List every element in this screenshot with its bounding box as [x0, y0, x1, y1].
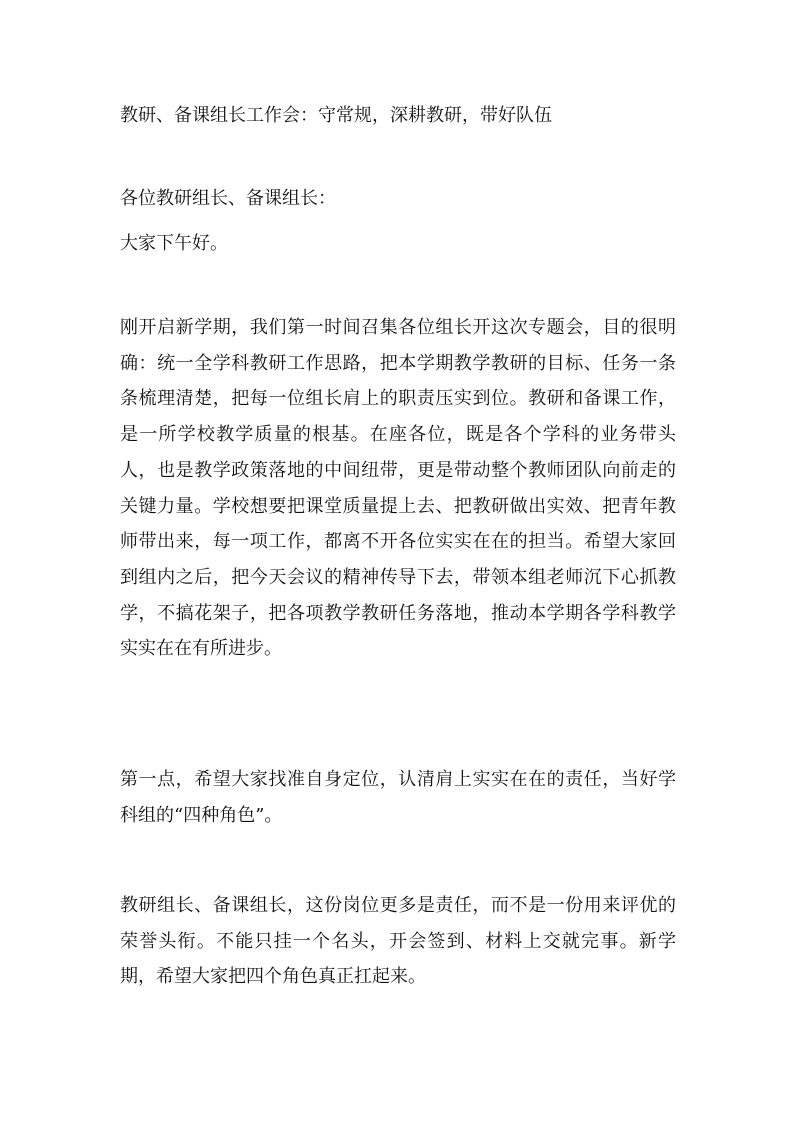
document-title: 教研、备课组长工作会：守常规，深耕教研，带好队伍 — [120, 105, 552, 126]
salutation: 各位教研组长、备课组长： — [120, 188, 336, 209]
paragraph-point-one: 第一点，希望大家找准自身定位，认清肩上实实在在的责任，当好学科组的“四种角色”。 — [120, 769, 676, 826]
greeting: 大家下午好。 — [120, 233, 228, 254]
paragraph-opening: 刚开启新学期，我们第一时间召集各位组长开这次专题会，目的很明确：统一全学科教研工作思路，把本学期教学教研的目标、任务一条条梳理清楚，把每一位组长肩上的职责压实到位。教研和备课工作，是一所学校教学质量的根基。在座各位，既是各个学科的业务带头人，也是教学政策落地的中间纽带，更是带动整个教师团队向前走的关键力量。学校想要把课堂质量提上去、把教研做出实效、把青年教师带出来，每一项工作，都离不开各位实实在在的担当。希望大家回到组内之后，把今天会议的精神传导下去，带领本组老师沉下心抓教学，不搞花架子，把各项教学教研任务落地，推动本学期各学科教学实实在在有所进步。 — [120, 317, 676, 660]
paragraph-roles: 教研组长、备课组长，这份岗位更多是责任，而不是一份用来评优的荣誉头衔。不能只挂一个名头，开会签到、材料上交就完事。新学期，希望大家把四个角色真正扛起来。 — [120, 895, 676, 988]
